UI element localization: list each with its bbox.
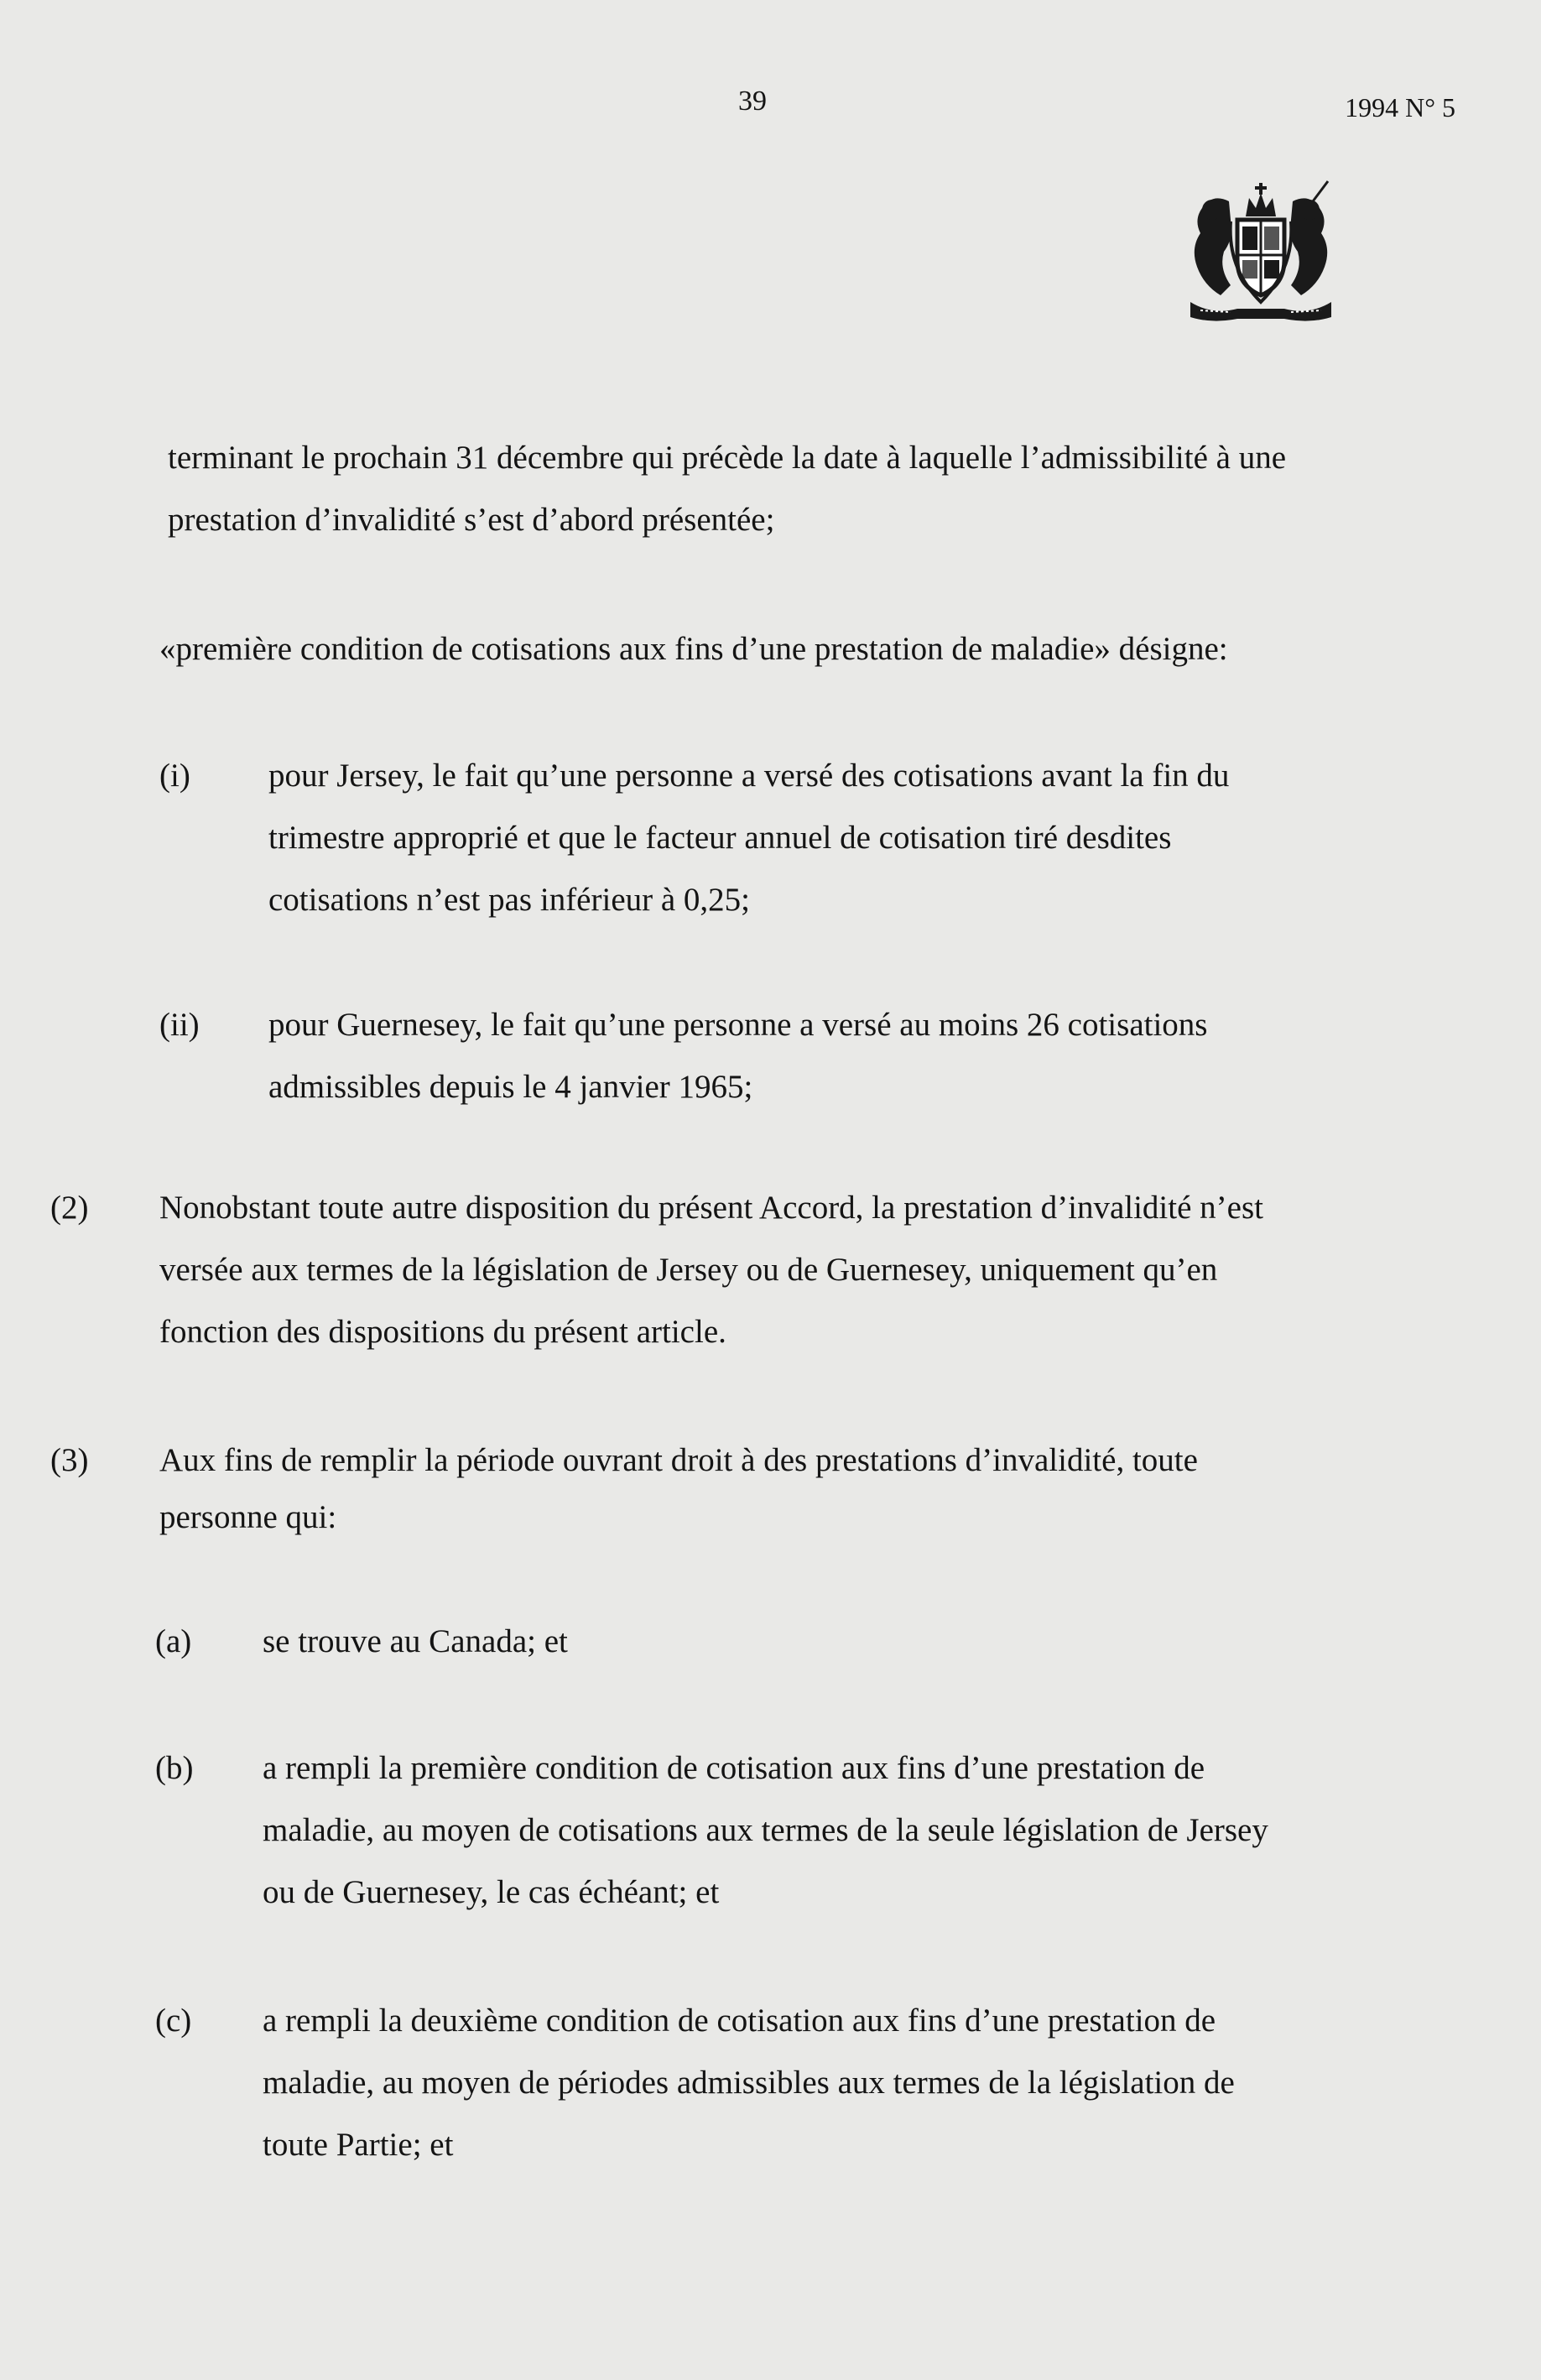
item-i-line-2: trimestre approprié et que le facteur annuel de cotisation tiré desdites [268,820,1172,856]
item-ii-line-1: pour Guernesey, le fait qu’une personne a versé au moins 26 cotisations [268,1007,1208,1043]
item-i-number: (i) [159,758,190,794]
item-b-line-3: ou de Guernesey, le cas échéant; et [263,1874,720,1910]
item-b-line-2: maladie, au moyen de cotisations aux termes de la seule législation de Jersey [263,1812,1268,1848]
para-2-number: (2) [50,1190,89,1226]
intro-line-1: terminant le prochain 31 décembre qui précède la date à laquelle l’admissibilité à une [168,440,1287,476]
para-2-line-2: versée aux termes de la législation de Jersey ou de Guernesey, uniquement qu’en [159,1252,1218,1288]
item-c-line-2: maladie, au moyen de périodes admissibles aux termes de la législation de [263,2065,1235,2101]
para-3-line-1: Aux fins de remplir la période ouvrant droit à des prestations d’invalidité, toute [159,1442,1198,1478]
item-i-line-1: pour Jersey, le fait qu’une personne a versé des cotisations avant la fin du [268,758,1230,794]
para-3-line-2: personne qui: [159,1499,337,1535]
royal-coat-of-arms-icon [1179,168,1343,324]
item-c-number: (c) [155,2002,192,2039]
para-2-line-3: fonction des dispositions du présent article. [159,1314,726,1350]
intro-line-2: prestation d’invalidité s’est d’abord présentée; [168,502,775,538]
item-ii-number: (ii) [159,1007,200,1043]
item-b-number: (b) [155,1750,194,1786]
document-reference: 1994 N° 5 [1345,92,1455,122]
item-c-line-3: toute Partie; et [263,2127,454,2163]
page-number: 39 [738,86,767,117]
item-b-line-1: a rempli la première condition de cotisation aux fins d’une prestation de [263,1750,1205,1786]
definition-heading: «première condition de cotisations aux fins d’une prestation de maladie» désigne: [159,631,1228,667]
para-2-line-1: Nonobstant toute autre disposition du présent Accord, la prestation d’invalidité n’est [159,1190,1263,1226]
item-c-line-1: a rempli la deuxième condition de cotisation aux fins d’une prestation de [263,2002,1216,2039]
item-i-line-3: cotisations n’est pas inférieur à 0,25; [268,882,751,918]
item-ii-line-2: admissibles depuis le 4 janvier 1965; [268,1069,753,1105]
para-3-number: (3) [50,1442,89,1478]
item-a-number: (a) [155,1623,192,1659]
item-a-line-1: se trouve au Canada; et [263,1623,568,1659]
